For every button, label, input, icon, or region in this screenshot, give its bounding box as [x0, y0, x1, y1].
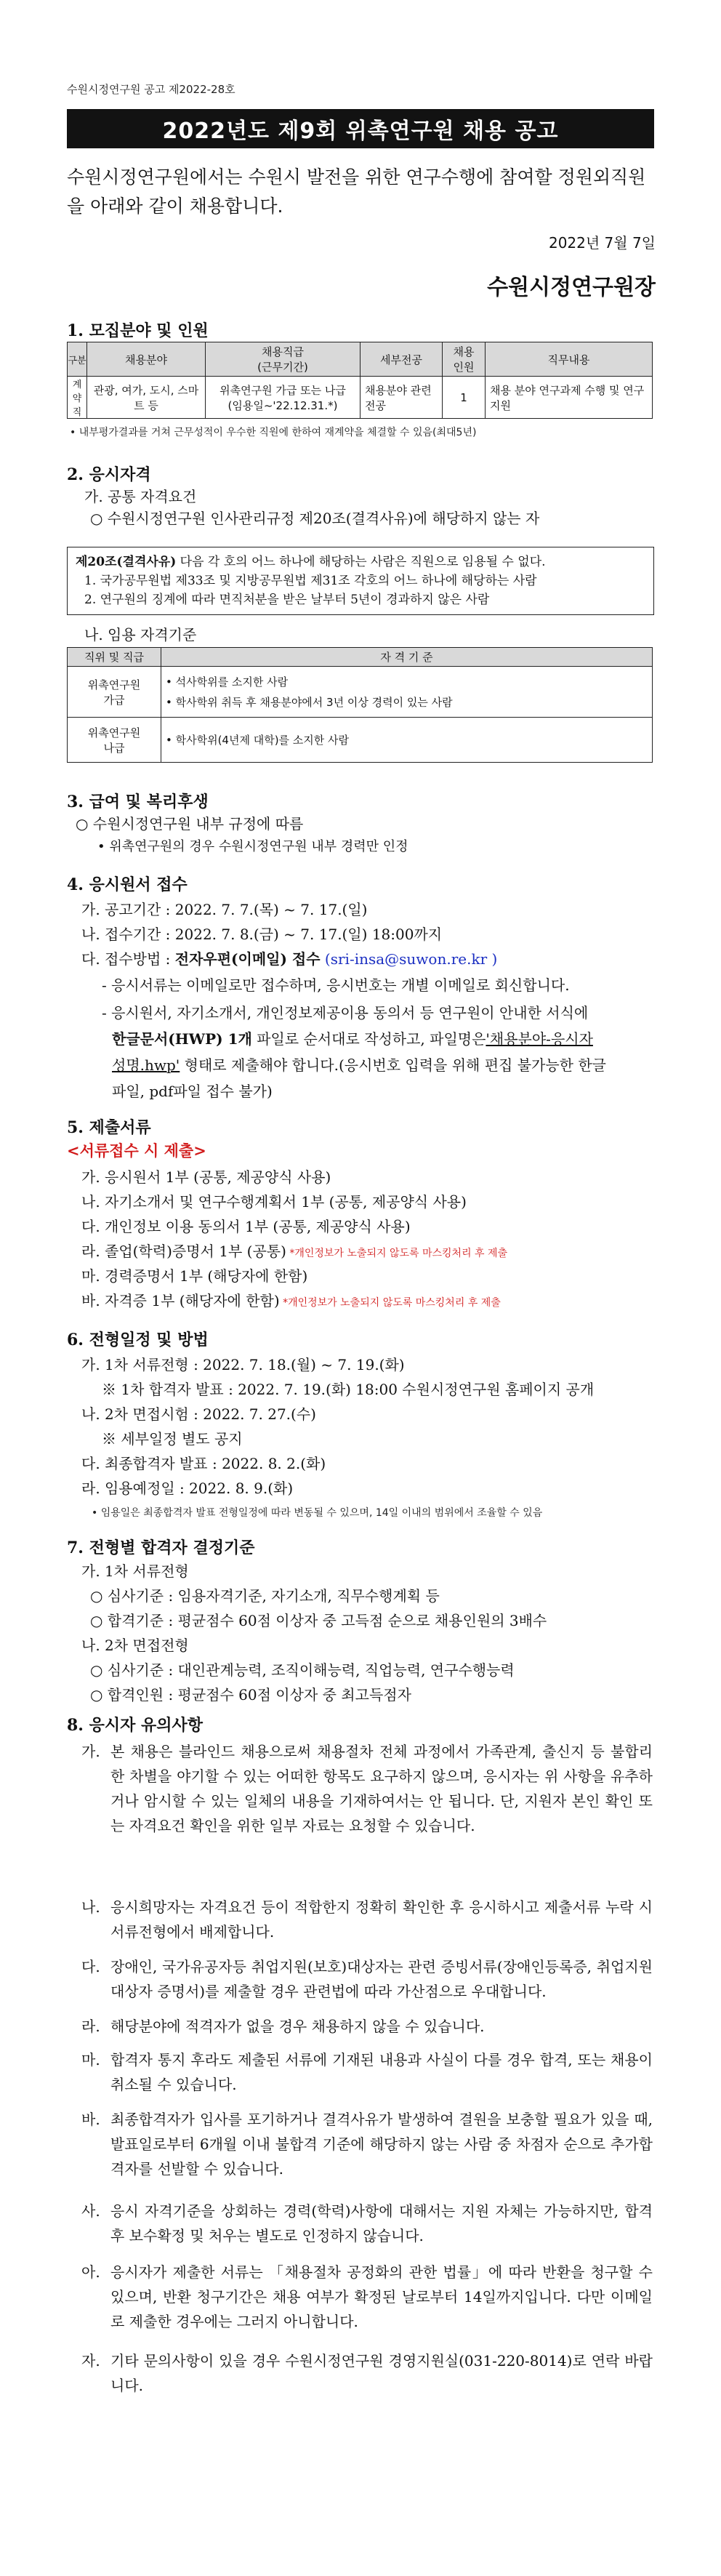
- s4-da-label: 다. 접수방법 :: [81, 950, 175, 968]
- s8-item-7: 응시자가 제출한 서류는 「채용절차 공정화의 관한 법률」에 따라 반환을 청구할 수 있으며, 반환 청구기간은 채용 여부가 확정된 날로부터 14일까지입니다. 다만 이메일로 제출한 경우에는 그러지 아니합니다.: [110, 2263, 653, 2330]
- s5-ba-note: *개인정보가 노출되지 않도록 마스킹처리 후 제출: [279, 1297, 501, 1309]
- header-rank: 채용직급 (근무기간): [206, 342, 360, 377]
- s4-na: 나. 접수기간 : 2022. 7. 8.(금) ~ 7. 17.(일) 18:00까지: [81, 926, 443, 943]
- s2-na: 나. 임용 자격기준: [84, 626, 197, 643]
- s8-item-1: 응시희망자는 자격요건 등이 적합한지 정확히 확인한 후 응시하시고 제출서류 누락 시 서류전형에서 배제합니다.: [110, 1898, 653, 1941]
- s3-sub: • 위촉연구원의 경우 수원시정연구원 내부 경력만 인정: [97, 839, 408, 854]
- s8-mark-0: 가.: [81, 1743, 100, 1760]
- intro-text: 수원시정연구원에서는 수원시 발전을 위한 연구수행에 참여할 정원외직원을 아래와 같이 채용합니다.: [67, 166, 646, 217]
- s6-da: 다. 최종합격자 발표 : 2022. 8. 2.(화): [81, 1455, 326, 1472]
- s2-ga: 가. 공통 자격요건: [84, 488, 197, 505]
- s6-note: • 임용일은 최종합격자 발표 전형일정에 따라 변동될 수 있으며, 14일 이내의 범위에서 조율할 수 있음: [92, 1507, 543, 1519]
- s7-ga-2: ○ 합격기준 : 평균점수 60점 이상자 중 고득점 순으로 채용인원의 3배수: [90, 1612, 547, 1629]
- s7-na-2: ○ 합격인원 : 평균점수 60점 이상자 중 최고득점자: [90, 1686, 411, 1704]
- cell-field: 관광, 여가, 도시, 스마트 등: [87, 377, 206, 419]
- s6-na: 나. 2차 면접시험 : 2022. 7. 27.(수): [81, 1405, 316, 1423]
- box-title: 제20조(결격사유): [76, 555, 177, 569]
- s6-na-note: ※ 세부일정 별도 공지: [102, 1430, 243, 1448]
- s4-dash-2c-rest: 형태로 제출해야 합니다.(응시번호 입력을 위해 편집 불가능한 한글: [180, 1056, 606, 1074]
- s4-dash-2a: - 응시원서, 자기소개서, 개인정보제공이용 동의서 등 연구원이 안내한 서식에: [102, 1004, 589, 1022]
- s8-mark-3: 라.: [81, 2018, 100, 2035]
- qual-criteria-ga-2: • 학사학위 취득 후 채용분야에서 3년 이상 경력이 있는 사람: [166, 695, 453, 709]
- s4-hwp-label: 한글문서(HWP) 1개: [112, 1030, 252, 1048]
- cell-major: 채용분야 관련 전공: [360, 377, 443, 419]
- s4-filename-b: 성명.hwp': [112, 1056, 180, 1074]
- section-1-heading: 1. 모집분야 및 인원: [67, 321, 209, 340]
- s3-item: ○ 수원시정연구원 내부 규정에 따름: [76, 815, 304, 832]
- s8-item-3: 해당분야에 적격자가 없을 경우 채용하지 않을 수 있습니다.: [110, 2018, 485, 2035]
- s8-mark-8: 자.: [81, 2352, 100, 2370]
- qual-criteria-ga-1: • 석사학위를 소지한 사람: [166, 675, 289, 689]
- qualification-table: [67, 647, 653, 763]
- qual-rank-na: 위촉연구원 나급: [68, 718, 161, 763]
- notice-number: 수원시정연구원 공고 제2022-28호: [67, 83, 235, 96]
- section-5-heading: 5. 제출서류: [67, 1118, 151, 1137]
- s8-item-5: 최종합격자가 입사를 포기하거나 결격사유가 발생하여 결원을 보충할 필요가 있을 때, 발표일로부터 6개월 이내 불합격 기준에 해당하지 않는 사람 중 차점자 순으로 추가합격자를 선발할 수 있습니다.: [110, 2111, 653, 2178]
- s4-dash-2b-rest: 파일로 순서대로 작성하고, 파일명은: [251, 1030, 486, 1048]
- s8-item-0: 본 채용은 블라인드 채용으로써 채용절차 전체 과정에서 가족관계, 출신지 등 불합리한 차별을 야기할 수 있는 어떠한 항목도 요구하지 않으며, 응시자는 위 사항을 유추하거나 암시할 수 있는 일체의 내용을 기재하여서는 안 됩니다. 단, 지원자 본인 확인 또는 자격요건 확인을 위한 일부 자료는 요청할 수 있습니다.: [110, 1743, 653, 1834]
- s8-mark-1: 나.: [81, 1898, 100, 1916]
- s2-ga-item: ○ 수원시정연구원 인사관리규정 제20조(결격사유)에 해당하지 않는 자: [90, 510, 540, 527]
- s7-na-1: ○ 심사기준 : 대인관계능력, 조직이해능력, 직업능력, 연구수행능력: [90, 1661, 515, 1679]
- header-category: 구분: [68, 342, 87, 377]
- s8-mark-6: 사.: [81, 2202, 100, 2220]
- section-1-note: • 내부평가결과를 거쳐 근무성적이 우수한 직원에 한하여 재계약을 체결할 수 있음(최대5년): [70, 427, 477, 438]
- notice-date: 2022년 7월 7일: [548, 234, 656, 252]
- s6-ra: 라. 임용예정일 : 2022. 8. 9.(화): [81, 1480, 294, 1497]
- qual-criteria-na: • 학사학위(4년제 대학)를 소지한 사람: [161, 718, 653, 763]
- header-count: 채용 인원: [443, 342, 486, 377]
- s8-mark-5: 바.: [81, 2111, 100, 2128]
- s4-dash-2b: [112, 1028, 593, 1050]
- s5-ba: 바. 자격증 1부 (해당자에 한함): [81, 1292, 280, 1309]
- recruit-table: [67, 342, 653, 419]
- s8-mark-7: 아.: [81, 2263, 100, 2281]
- issuer: 수원시정연구원장: [487, 275, 656, 300]
- s8-item-6: 응시 자격기준을 상회하는 경력(학력)사항에 대해서는 지원 자체는 가능하지만, 합격 후 보수확정 및 처우는 별도로 인정하지 않습니다.: [110, 2202, 653, 2244]
- s8-item-4: 합격자 통지 후라도 제출된 서류에 기재된 내용과 사실이 다를 경우 합격, 또는 채용이 취소될 수 있습니다.: [110, 2051, 653, 2093]
- s5-sub-heading: <서류접수 시 제출>: [67, 1141, 206, 1160]
- header-field: 채용분야: [87, 342, 206, 377]
- s5-ra: 라. 졸업(학력)증명서 1부 (공통): [81, 1243, 286, 1260]
- header-major: 세부전공: [360, 342, 443, 377]
- s5-ba-line: [81, 1290, 501, 1314]
- s4-da-method: 전자우편(이메일) 접수: [174, 950, 321, 968]
- s5-ma: 마. 경력증명서 1부 (해당자에 한함): [81, 1267, 308, 1285]
- section-2-heading: 2. 응시자격: [67, 465, 151, 484]
- box-item-1: 1. 국가공무원법 제33조 및 지방공무원법 제31조 각호의 어느 하나에 해당하는 사람: [84, 574, 537, 588]
- qual-rank-ga: 위촉연구원 가급: [68, 667, 161, 718]
- s7-ga: 가. 1차 서류전형: [81, 1562, 189, 1580]
- box-item-2: 2. 연구원의 징계에 따라 면직처분을 받은 날부터 5년이 경과하지 않은 사람: [84, 593, 490, 607]
- s4-dash-2c: [112, 1054, 606, 1076]
- s5-na: 나. 자기소개서 및 연구수행계획서 1부 (공통, 제공양식 사용): [81, 1193, 467, 1211]
- cell-count: 1: [443, 377, 486, 419]
- section-3-heading: 3. 급여 및 복리후생: [67, 793, 209, 811]
- s8-mark-4: 마.: [81, 2051, 100, 2069]
- s7-ga-1: ○ 심사기준 : 임용자격기준, 자기소개, 직무수행계획 등: [90, 1587, 440, 1605]
- section-6-heading: 6. 전형일정 및 방법: [67, 1331, 209, 1349]
- cell-duty: 채용 분야 연구과제 수행 및 연구지원: [486, 377, 653, 419]
- box-title-rest: 다음 각 호의 어느 하나에 해당하는 사람은 직원으로 임용될 수 없다.: [176, 555, 546, 569]
- s5-da: 다. 개인정보 이용 동의서 1부 (공통, 제공양식 사용): [81, 1218, 411, 1235]
- s6-ga-note: ※ 1차 합격자 발표 : 2022. 7. 19.(화) 18:00 수원시정연구원 홈페이지 공개: [102, 1381, 595, 1398]
- qual-criteria-ga: [161, 667, 653, 718]
- section-4-heading: 4. 응시원서 접수: [67, 875, 188, 894]
- qual-header-criteria: 자 격 기 준: [161, 648, 653, 667]
- s4-da: [81, 948, 497, 970]
- section-7-heading: 7. 전형별 합격자 결정기준: [67, 1538, 255, 1557]
- cell-rank: 위촉연구원 가급 또는 나급 (임용일~'22.12.31.*): [206, 377, 360, 419]
- s5-ra-line: [81, 1240, 507, 1264]
- s8-item-8: 기타 문의사항이 있을 경우 수원시정연구원 경영지원실(031-220-8014)로 연락 바랍니다.: [110, 2352, 653, 2394]
- s4-dash-2d: 파일, pdf파일 접수 불가): [112, 1083, 273, 1100]
- s5-ga: 가. 응시원서 1부 (공통, 제공양식 사용): [81, 1168, 331, 1186]
- s8-mark-2: 다.: [81, 1958, 100, 1975]
- s4-dash-1: - 응시서류는 이메일로만 접수하며, 응시번호는 개별 이메일로 회신합니다.: [102, 976, 570, 994]
- s4-ga: 가. 공고기간 : 2022. 7. 7.(목) ~ 7. 17.(일): [81, 901, 368, 918]
- cell-category: 계약직: [68, 377, 87, 419]
- header-duty: 직무내용: [486, 342, 653, 377]
- qual-header-rank: 직위 및 직급: [68, 648, 161, 667]
- s7-na: 나. 2차 면접전형: [81, 1637, 189, 1654]
- page-title: 2022년도 제9회 위촉연구원 채용 공고: [67, 109, 654, 148]
- s8-item-2: 장애인, 국가유공자등 취업지원(보호)대상자는 관련 증빙서류(장애인등록증, 취업지원대상자 증명서)를 제출할 경우 관련법에 따라 가산점으로 우대합니다.: [110, 1958, 653, 2000]
- s5-ra-note: *개인정보가 노출되지 않도록 마스킹처리 후 제출: [286, 1248, 508, 1259]
- s6-ga: 가. 1차 서류전형 : 2022. 7. 18.(월) ~ 7. 19.(화): [81, 1356, 405, 1373]
- email-address: (sri-insa@suwon.re.kr ): [320, 950, 498, 968]
- s4-filename-a: '채용분야-응시자: [486, 1030, 593, 1048]
- section-8-heading: 8. 응시자 유의사항: [67, 1716, 204, 1735]
